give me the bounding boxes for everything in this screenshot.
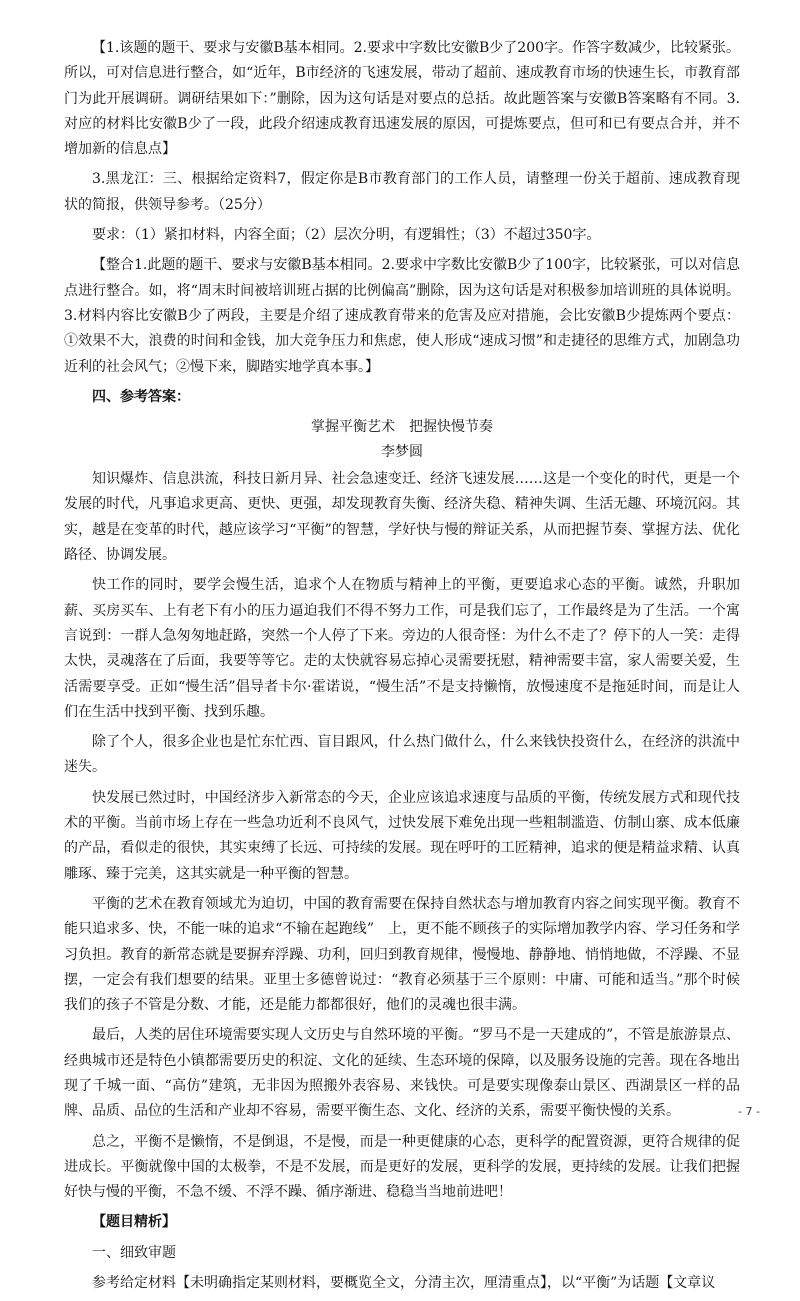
analysis-note-1: 【1.该题的题干、要求与安徽B基本相同。2.要求中字数比安徽B少了200字。作答字数减少，比较紧张。所以，可对信息进行整合，如“近年，B市经济的飞速发展，带动了超前、速成教育市场的快速生长，市教育部门为此开展调研。调研结果如下：”删除，因为这句话是对要点的总括。故此题答案与安徽B答案略有不同。3.对应的材料比安徽B少了一段，此段介绍速成教育迅速发展的原因，可提炼要点，但可和已有要点合并，并不增加新的信息点】	[64, 40, 741, 158]
essay-paragraph: 快工作的同时，要学会慢生活，追求个人在物质与精神上的平衡，更要追求心态的平衡。诚然，升职加薪、买房买车、上有老下有小的压力逼迫我们不得不努力工作，可是我们忘了，工作最终是为了生活。一个寓言说到：一群人急匆匆地赶路，突然一个人停了下来。旁边的人很奇怪：为什么不走了？停下的人一笑：走得太快，灵魂落在了后面，我要等等它。走的太快就容易忘掉心灵需要抚慰，精神需要丰富，家人需要关爱，生活需要享受。正如“慢生活”倡导者卡尔·霍诺说，“慢生活”不是支持懒惰，放慢速度不是拖延时间，而是让人们在生活中找到平衡、找到乐趣。	[64, 577, 740, 720]
analysis-note-2: 【整合1.此题的题干、要求与安徽B基本相同。2.要求中字数比安徽B少了100字，比较紧张，可以对信息点进行整合。如，将“周末时间被培训班占据的比例偏高”删除，因为这句话是对积极参加培训班的具体说明。3.材料内容比安徽B少了两段，主要是介绍了速成教育带来的危害及应对措施，会比安徽B少提炼两个要点：①效果不大，浪费的时间和金钱，加大竞争压力和焦虑，使人形成“速成习惯”和走捷径的思维方式，加剧急功近利的社会风气；②慢下来，脚踏实地学真本事。】	[64, 257, 741, 375]
section-heading: 四、参考答案：	[92, 388, 190, 405]
essay-paragraph: 平衡的艺术在教育领域尤为迫切，中国的教育需要在保持自然状态与增加教育内容之间实现平衡。教育不能只追求多、快，不能一味的追求“不输在起跑线” 上，更不能不顾孩子的实际增加教学内容、学习任务和学习负担。教育的新常态就是要摒弃浮躁、功利，回归到教育规律，慢慢地、静静地、悄悄地做，不浮躁、不显摆，一定会有我们想要的结果。亚里士多德曾说过：“教育必须基于三个原则：中庸、可能和适当。”那个时候我们的孩子不管是分数、才能，还是能力都都很好，他们的灵魂也很丰满。	[64, 895, 740, 1014]
analysis-subheading: 一、细致审题	[92, 1244, 176, 1261]
analysis-heading: 【题目精析】	[92, 1214, 176, 1231]
essay-title: 掌握平衡艺术 把握快慢节奏	[311, 419, 493, 436]
page-number: - 7 -	[738, 1105, 760, 1118]
analysis-paragraph: 参考给定材料【未明确指定某则材料，要概览全文，分清主次，厘清重点】，以“平衡”为话题【文章议	[92, 1275, 716, 1292]
page-content	[64, 36, 740, 1301]
essay-paragraph: 除了个人，很多企业也是忙东忙西、盲目跟风，什么热门做什么，什么来钱快投资什么，在经济的洪流中迷失。	[64, 734, 740, 776]
essay-paragraph: 总之，平衡不是懒惰，不是倒退，不是慢，而是一种更健康的心态，更科学的配置资源，更符合规律的促进成长。平衡就像中国的太极拳，不是不发展，而是更好的发展，更科学的发展，更持续的发展。让我们把握好快与慢的平衡，不急不缓、不浮不躁、循序渐进、稳稳当当地前进吧！	[64, 1133, 740, 1201]
essay-paragraph: 知识爆炸、信息洪流，科技日新月异、社会急速变迁、经济飞速发展……这是一个变化的时代，更是一个发展的时代，凡事追求更高、更快、更强，却发现教育失衡、经济失稳、精神失调、生活无趣、环境沉闷。其实，越是在变革的时代，越应该学习“平衡”的智慧，学好快与慢的辩证关系，从而把握节奏、掌握方法、优化路径、协调发展。	[64, 471, 740, 564]
question-3: 3.黑龙江：三、根据给定资料7，假定你是B市教育部门的工作人员，请整理一份关于超前、速成教育现状的简报，供领导参考。（25分）	[64, 171, 740, 213]
requirements: 要求：（1）紧扣材料，内容全面；（2）层次分明，有逻辑性；（3）不超过350字。	[92, 227, 601, 244]
essay-author: 李梦圆	[381, 444, 423, 461]
essay-paragraph: 快发展已然过时，中国经济步入新常态的今天，企业应该追求速度与品质的平衡，传统发展方式和现代技术的平衡。当前市场上存在一些急功近利不良风气，过快发展下难免出现一些粗制滥造、仿制山寨、成本低廉的产品，看似走的很快，其实束缚了长远、可持续的发展。现在呼吁的工匠精神，追求的便是精益求精、认真雕琢、臻于完美，这其实就是一种平衡的智慧。	[64, 789, 740, 882]
essay-paragraph: 最后，人类的居住环境需要实现人文历史与自然环境的平衡。“罗马不是一天建成的”，不管是旅游景点、经典城市还是特色小镇都需要历史的积淀、文化的延续、生态环境的保障，以及服务设施的完善。现在各地出现了千城一面、“高仿”建筑，无非因为照搬外表容易、来钱快。可是要实现像泰山景区、西湖景区一样的品牌、品质、品位的生活和产业却不容易，需要平衡生态、文化、经济的关系，需要平衡快慢的关系。	[64, 1027, 740, 1120]
